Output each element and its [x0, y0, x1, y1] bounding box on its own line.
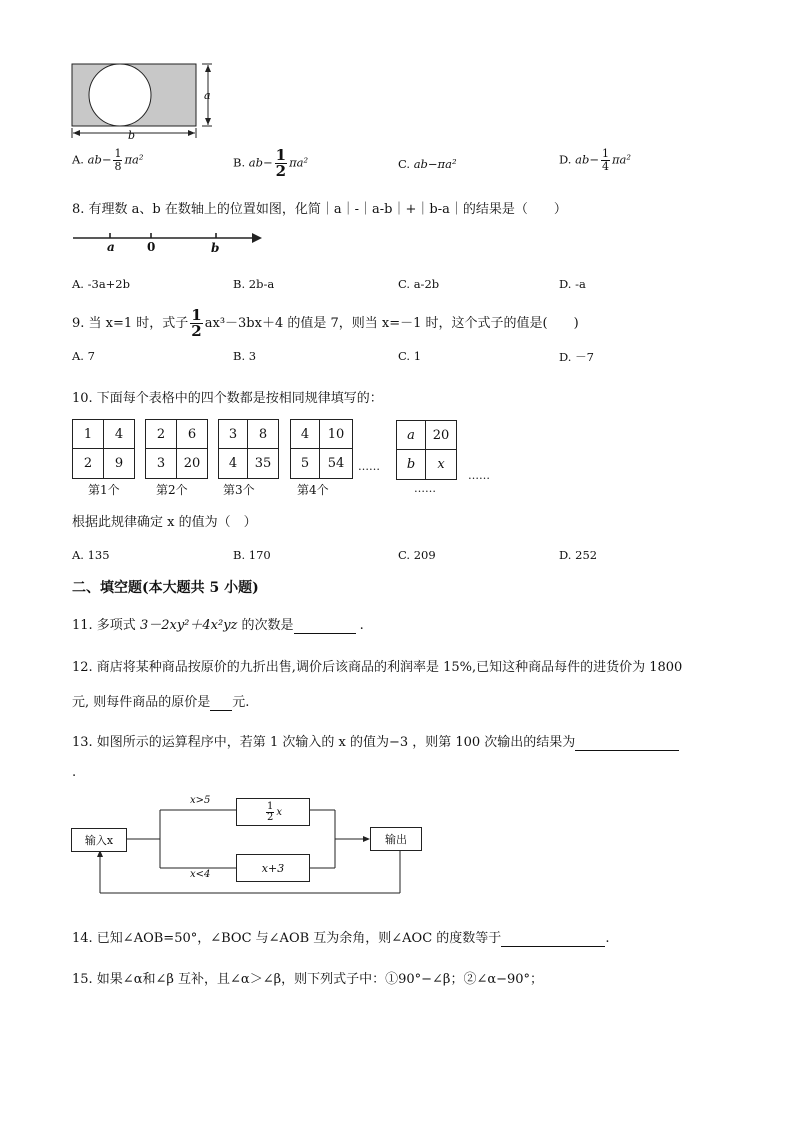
- axis-label-a: a: [107, 240, 115, 254]
- table-caption-3: 第3个: [223, 483, 255, 497]
- q13-period: .: [72, 765, 77, 780]
- q7-option-a: A. ab− $\frac{1}{8}$ πa²: [72, 147, 144, 173]
- q9-option-d: D. －7: [559, 350, 594, 364]
- dimension-label-b: b: [128, 129, 136, 142]
- q8-option-c: C. a-2b: [398, 277, 440, 291]
- figure-rect-circle: [62, 56, 222, 146]
- table-caption-1: 第1个: [88, 483, 120, 497]
- q9-option-b: B. 3: [233, 349, 257, 363]
- ellipsis-3: ……: [414, 482, 436, 495]
- q10-question: 根据此规律确定 x 的值为（ ）: [72, 515, 257, 530]
- flow-output-box: 输出: [370, 827, 422, 851]
- white-circle: [89, 64, 151, 126]
- q7-option-d: D. ab− $\frac{1}{4}$ πa²: [559, 147, 632, 173]
- table-caption-4: 第4个: [297, 483, 329, 497]
- q8-option-b: B. 2b-a: [233, 277, 275, 291]
- flow-add3-box: x+3: [236, 854, 310, 882]
- q10-option-d: D. 252: [559, 548, 598, 562]
- q8-stem: 8. 有理数 a、b 在数轴上的位置如图，化简｜a｜-｜a-b｜+｜b-a｜的结果是（ ）: [72, 202, 567, 217]
- dimension-label-a: a: [204, 89, 211, 102]
- pattern-table-general: a 20 b x: [396, 420, 457, 480]
- q10-option-c: C. 209: [398, 548, 436, 562]
- q10-option-a: A. 135: [72, 548, 110, 562]
- pattern-table-2: 2 6 3 20: [145, 419, 208, 479]
- q10-option-b: B. 170: [233, 548, 271, 562]
- flow-cond-bottom: x<4: [190, 869, 211, 880]
- q14-stem: 14. 已知∠AOB=50°，∠BOC 与∠AOB 互为余角，则∠AOC 的度数等于 .: [72, 931, 610, 946]
- q10-stem: 10. 下面每个表格中的四个数都是按相同规律填写的：: [72, 391, 383, 406]
- q9-option-a: A. 7: [72, 349, 95, 363]
- axis-label-b: b: [211, 241, 220, 255]
- pattern-table-3: 3 8 4 35: [218, 419, 279, 479]
- q9-option-c: C. 1: [398, 349, 422, 363]
- flow-input-box: 输入x: [71, 828, 127, 852]
- q13-stem: 13. 如图所示的运算程序中，若第 1 次输入的 x 的值为−3 ，则第 100 次输出的结果为: [72, 731, 679, 751]
- axis-label-zero: 0: [147, 240, 156, 254]
- q8-option-a: A. -3a+2b: [72, 277, 130, 291]
- q13-answer-blank[interactable]: [575, 735, 679, 751]
- q7-option-c: C. ab−πa²: [398, 157, 457, 171]
- flow-half-box: $\frac{1}{2}$ x: [236, 798, 310, 826]
- q9-stem: 9. 当 x=1 时，式子 $\frac{1}{2}$ ax³－3bx＋4 的值是 7，则当 x=－1 时，这个式子的值是( ): [72, 306, 579, 340]
- pattern-table-1: 1 4 2 9: [72, 419, 135, 479]
- q14-answer-blank[interactable]: [501, 931, 605, 947]
- section-title: 二、填空题(本大题共 5 小题): [72, 580, 259, 596]
- ellipsis-2: ……: [468, 469, 490, 482]
- q12-answer-blank[interactable]: [210, 695, 232, 711]
- q7-option-b: B. ab− $\frac{1}{2}$ πa²: [233, 146, 309, 180]
- ellipsis-1: ……: [358, 460, 380, 473]
- number-line: [70, 228, 270, 258]
- q11-stem: 11. 多项式 3－2xy²＋4x²yz 的次数是 .: [72, 618, 364, 633]
- flow-cond-top: x>5: [190, 795, 211, 806]
- q12-line1: 12. 商店将某种商品按原价的九折出售,调价后该商品的利润率是 15%,已知这种商品每件的进货价为 1800: [72, 660, 683, 675]
- pattern-table-4: 4 10 5 54: [290, 419, 353, 479]
- table-caption-2: 第2个: [156, 483, 188, 497]
- q8-option-d: D. -a: [559, 277, 586, 291]
- q12-line2: 元, 则每件商品的原价是 元.: [72, 695, 250, 710]
- q15-stem: 15. 如果∠α和∠β 互补，且∠α＞∠β，则下列式子中：①90°−∠β；②∠α−90°；: [72, 972, 544, 987]
- q11-answer-blank[interactable]: [294, 618, 356, 634]
